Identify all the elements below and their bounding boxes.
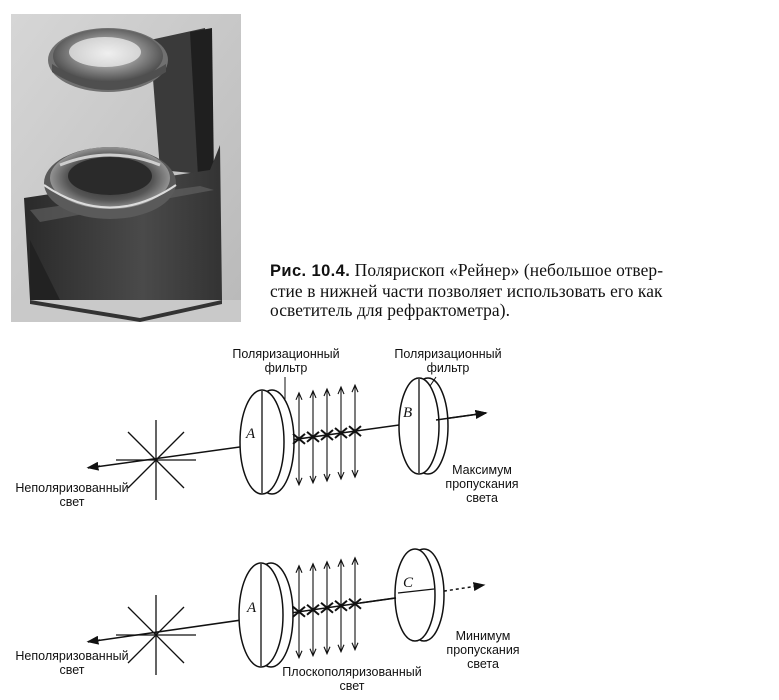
unpolarized-star-icon xyxy=(116,595,196,675)
filter-c-letter: C xyxy=(403,575,414,591)
caption-line-2: стие в нижней части позволяет использовать его как xyxy=(270,280,663,301)
polarized-rays xyxy=(293,385,361,485)
filter-b-letter: B xyxy=(403,405,413,421)
filter-a-letter: A xyxy=(246,426,256,442)
polarizing-filter-c xyxy=(395,549,444,641)
caption-line-3: осветитель для рефрактометра). xyxy=(270,300,511,321)
filter-a-letter: A xyxy=(247,600,257,616)
bottom-diagram xyxy=(15,549,519,693)
max-transmission-label: Максимум пропускания света xyxy=(445,463,519,505)
unpolarized-light-label: Неполяризованный свет xyxy=(15,649,129,677)
unpolarized-light-label: Неполяризованный свет xyxy=(15,481,129,509)
figure-number: Рис. 10.4. xyxy=(270,262,351,280)
top-diagram xyxy=(15,347,518,509)
caption-line-1: Полярископ «Рейнер» (небольшое отвер- xyxy=(354,260,664,280)
polarized-rays xyxy=(293,558,361,658)
plane-polarized-light-label: Плоскополяризованный свет xyxy=(282,665,422,693)
filter-a-label: Поляризационный фильтр xyxy=(232,347,340,375)
polarizing-filter-a xyxy=(240,390,294,494)
filter-b-label: Поляризационный фильтр xyxy=(394,347,502,375)
polarizing-filter-b xyxy=(399,378,448,474)
min-transmission-label: Минимум пропускания света xyxy=(446,629,520,671)
